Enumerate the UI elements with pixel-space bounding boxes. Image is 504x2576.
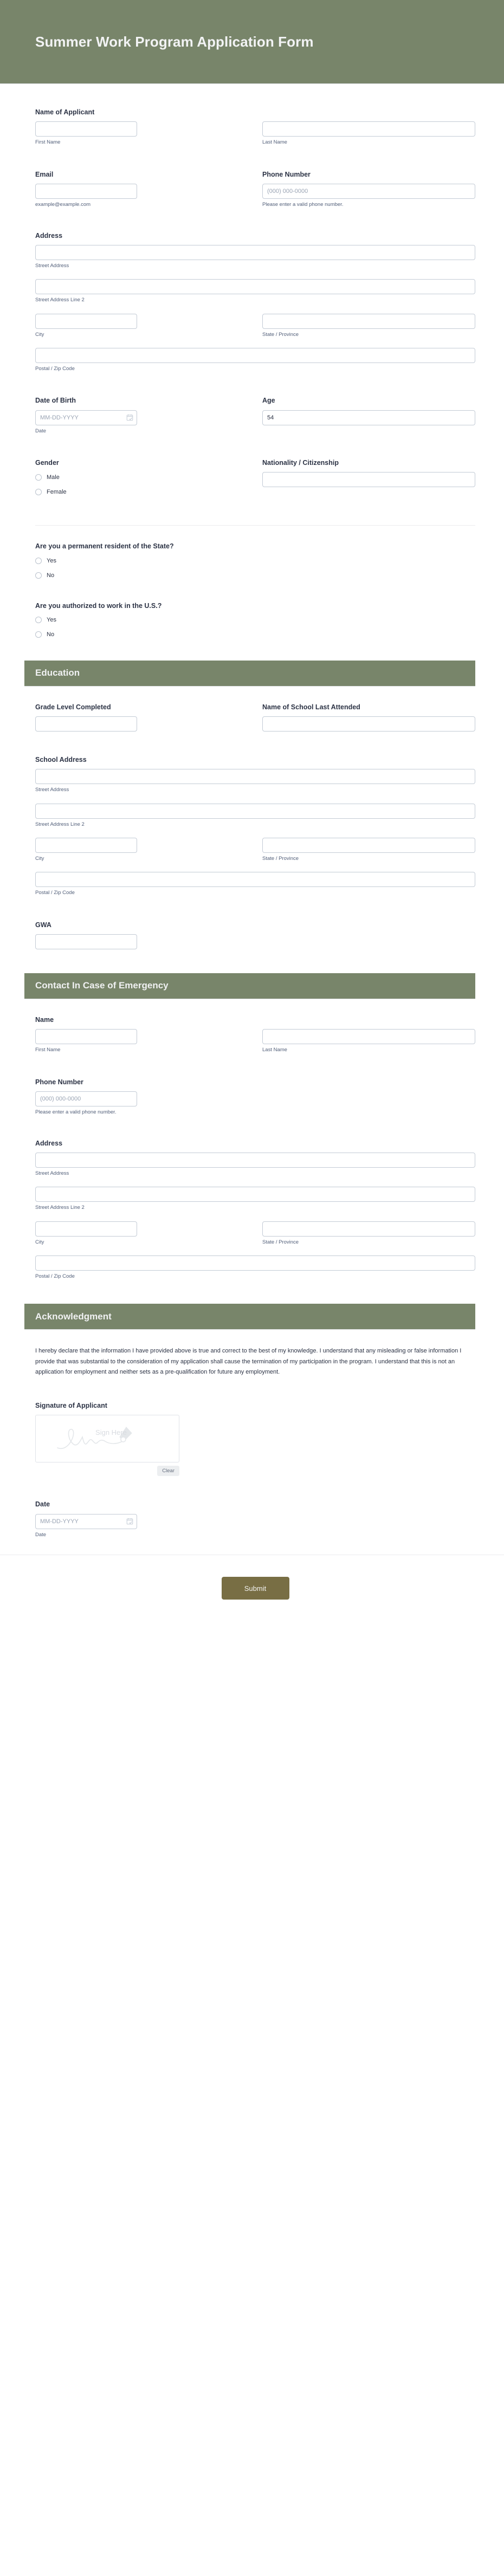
state-province-input[interactable] — [262, 314, 475, 329]
emergency-name-label: Name — [35, 1015, 54, 1024]
emergency-city-input[interactable] — [35, 1221, 137, 1237]
emergency-postal-zip-sublabel: Postal / Zip Code — [35, 1273, 75, 1280]
field-email-phone — [35, 170, 475, 208]
work-authorization-question-label: Are you authorized to work in the U.S.? — [35, 601, 162, 610]
phone-help-text: Please enter a valid phone number. — [262, 201, 344, 208]
school-street-address-input[interactable] — [35, 769, 475, 784]
signature-squiggle-icon — [53, 1420, 161, 1458]
phone-input[interactable] — [262, 184, 475, 199]
school-name-input[interactable] — [262, 716, 475, 732]
school-city-sublabel: City — [35, 856, 44, 862]
school-name-label: Name of School Last Attended — [262, 703, 360, 711]
emergency-phone-label: Phone Number — [35, 1078, 83, 1086]
emergency-street-address-line2-input[interactable] — [35, 1187, 475, 1202]
gwa-label: GWA — [35, 921, 51, 929]
permanent-resident-question-label: Are you a permanent resident of the State? — [35, 542, 174, 551]
emergency-first-name-input[interactable] — [35, 1029, 137, 1044]
emergency-last-name-sublabel: Last Name — [262, 1047, 287, 1053]
name-of-applicant-label: Name of Applicant — [35, 108, 95, 116]
section-title-acknowledgment: Acknowledgment — [35, 1311, 112, 1322]
school-postal-zip-input[interactable] — [35, 872, 475, 887]
signature-clear-button-row — [35, 1466, 179, 1476]
field-signature — [35, 1401, 475, 1476]
signature-pad[interactable] — [35, 1415, 179, 1462]
postal-zip-input[interactable] — [35, 348, 475, 363]
section-title-emergency-contact: Contact In Case of Emergency — [35, 980, 169, 991]
email-help-text: example@example.com — [35, 201, 91, 208]
permanent-resident-option-yes[interactable] — [35, 556, 475, 566]
emergency-street-address-line2-sublabel: Street Address Line 2 — [35, 1205, 85, 1211]
field-gender-nationality — [35, 458, 475, 501]
gender-radio-group — [35, 472, 137, 497]
email-input[interactable] — [35, 184, 137, 199]
work-authorization-option-no[interactable] — [35, 630, 475, 640]
work-authorization-option-label: No — [47, 631, 55, 638]
state-province-sublabel: State / Province — [262, 331, 299, 338]
field-gwa — [35, 921, 475, 949]
emergency-street-address-input[interactable] — [35, 1153, 475, 1168]
emergency-street-address-sublabel: Street Address — [35, 1170, 69, 1177]
emergency-state-province-input[interactable] — [262, 1221, 475, 1237]
signature-date-sublabel: Date — [35, 1531, 47, 1538]
street-address-sublabel: Street Address — [35, 263, 69, 269]
radio-circle-icon[interactable] — [35, 617, 42, 623]
radio-circle-icon[interactable] — [35, 489, 42, 495]
form-body — [0, 84, 504, 1624]
signature-clear-button[interactable]: Clear — [157, 1466, 179, 1476]
emergency-address-label: Address — [35, 1139, 63, 1147]
address-label: Address — [35, 231, 63, 240]
field-dob-age — [35, 396, 475, 435]
first-name-input[interactable] — [35, 121, 137, 137]
radio-circle-icon[interactable] — [35, 558, 42, 564]
form-header — [0, 0, 504, 84]
gender-option-label: Male — [47, 474, 60, 481]
gwa-input[interactable] — [35, 934, 137, 949]
work-authorization-option-label: Yes — [47, 617, 56, 624]
emergency-state-province-sublabel: State / Province — [262, 1239, 299, 1245]
phone-label: Phone Number — [262, 170, 311, 178]
school-street-address-line2-sublabel: Street Address Line 2 — [35, 821, 85, 827]
signature-date-label: Date — [35, 1500, 50, 1509]
first-name-sublabel: First Name — [35, 139, 61, 146]
field-permanent-resident-question — [35, 542, 475, 580]
work-authorization-radio-group — [35, 615, 475, 640]
field-signature-date — [35, 1500, 475, 1538]
emergency-first-name-sublabel: First Name — [35, 1047, 61, 1053]
permanent-resident-option-no[interactable] — [35, 571, 475, 581]
school-state-province-input[interactable] — [262, 838, 475, 853]
section-header-emergency-contact — [24, 973, 475, 999]
radio-circle-icon[interactable] — [35, 572, 42, 579]
school-city-input[interactable] — [35, 838, 137, 853]
signature-hint-text: Sign Here — [95, 1428, 127, 1437]
page-title: Summer Work Program Application Form — [35, 33, 314, 50]
field-emergency-address — [35, 1139, 475, 1280]
field-work-authorization-question — [35, 601, 475, 640]
last-name-sublabel: Last Name — [262, 139, 287, 146]
grade-level-input[interactable] — [35, 716, 137, 732]
field-grade-school — [35, 703, 475, 732]
date-of-birth-label: Date of Birth — [35, 397, 76, 405]
emergency-last-name-input[interactable] — [262, 1029, 475, 1044]
permanent-resident-radio-group — [35, 556, 475, 581]
field-emergency-phone — [35, 1078, 475, 1115]
signature-placeholder-art — [36, 1415, 179, 1462]
field-name-of-applicant — [35, 108, 475, 146]
city-input[interactable] — [35, 314, 137, 329]
field-applicant-address — [35, 231, 475, 373]
date-of-birth-sublabel: Date — [35, 428, 47, 434]
school-street-address-line2-input[interactable] — [35, 804, 475, 819]
school-state-province-sublabel: State / Province — [262, 856, 299, 862]
field-school-address — [35, 755, 475, 897]
section-header-acknowledgment — [24, 1304, 475, 1330]
nationality-label: Nationality / Citizenship — [262, 459, 339, 467]
emergency-phone-help-text: Please enter a valid phone number. — [35, 1109, 117, 1115]
street-address-input[interactable] — [35, 245, 475, 260]
gender-option-female[interactable] — [35, 487, 137, 497]
school-street-address-sublabel: Street Address — [35, 787, 69, 793]
permanent-resident-option-label: No — [47, 572, 55, 579]
postal-zip-sublabel: Postal / Zip Code — [35, 366, 75, 372]
radio-circle-icon[interactable] — [35, 474, 42, 481]
emergency-postal-zip-input[interactable] — [35, 1255, 475, 1271]
email-label: Email — [35, 170, 54, 178]
section-title-education: Education — [35, 668, 80, 678]
work-authorization-option-yes[interactable] — [35, 615, 475, 625]
grade-level-label: Grade Level Completed — [35, 703, 111, 711]
submit-row — [35, 1555, 475, 1624]
emergency-phone-input[interactable] — [35, 1091, 137, 1106]
street-address-line2-input[interactable] — [35, 279, 475, 294]
emergency-city-sublabel: City — [35, 1239, 44, 1245]
city-sublabel: City — [35, 331, 44, 338]
nationality-input[interactable] — [262, 472, 475, 487]
permanent-resident-option-label: Yes — [47, 558, 56, 565]
acknowledgment-body-text: I hereby declare that the information I have provided above is true and correct to the best of my knowledge. I understand that any misleading or false information I provide that was substantial to the consideration of my application shall cause the termination of my participation in the program. I understand that this is not an application for employment and neither sets as a pre-qualification for future any employment. — [35, 1348, 462, 1375]
street-address-line2-sublabel: Street Address Line 2 — [35, 297, 85, 303]
signature-label: Signature of Applicant — [35, 1402, 107, 1410]
gender-label: Gender — [35, 459, 59, 467]
school-address-label: School Address — [35, 756, 87, 764]
last-name-input[interactable] — [262, 121, 475, 137]
field-emergency-name — [35, 1015, 475, 1054]
age-input[interactable] — [262, 410, 475, 425]
radio-circle-icon[interactable] — [35, 631, 42, 638]
gender-option-label: Female — [47, 488, 67, 495]
signature-date-input[interactable] — [35, 1514, 137, 1529]
submit-button[interactable]: Submit — [222, 1577, 289, 1600]
section-header-education — [24, 661, 475, 687]
date-of-birth-input[interactable] — [35, 410, 137, 425]
age-label: Age — [262, 397, 275, 405]
gender-option-male[interactable] — [35, 472, 137, 482]
school-postal-zip-sublabel: Postal / Zip Code — [35, 890, 75, 896]
